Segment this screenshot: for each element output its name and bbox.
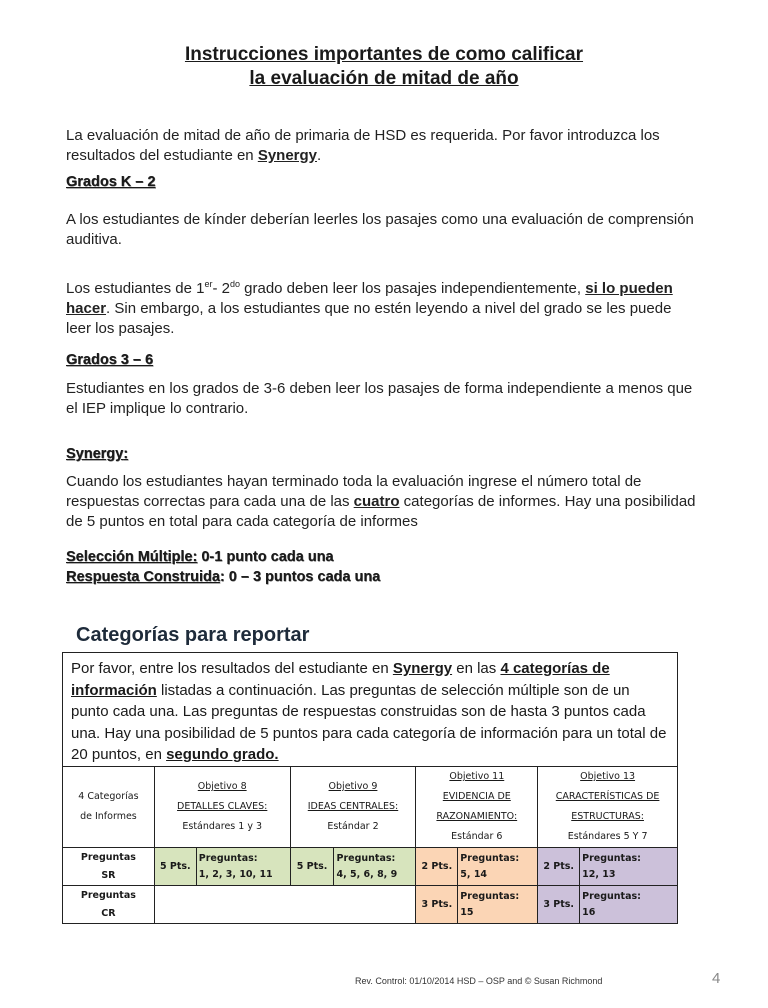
cr-label-line2: CR [101, 907, 116, 919]
synergy-part1: Cuando los estudiantes hayan terminado toda la evaluación ingrese el número total de respuestas correctas para cada una de las [66, 473, 642, 510]
kinder-paragraph: A los estudiantes de kínder deberían leerles los pasajes como una evaluación de comprensión auditiva. [66, 211, 694, 248]
sr11-q-label: Preguntas: [460, 852, 520, 864]
respuesta-construida-line [66, 568, 380, 587]
box-segundo: segundo grado. [166, 746, 279, 763]
obj9-title: Objetivo 9 [328, 781, 378, 792]
sr11-q-values: 5, 14 [460, 868, 488, 880]
sr-obj11-questions [458, 848, 538, 886]
header-categories [63, 767, 155, 848]
cr13-q-values: 16 [582, 906, 596, 918]
header-objetivo-11 [416, 767, 538, 848]
cr-obj13-pts: 3 Pts. [538, 886, 580, 924]
table-header-row [63, 767, 678, 848]
obj9-std: Estándar 2 [327, 821, 379, 832]
grades-3-6-paragraph: Estudiantes en los grados de 3-6 deben leer los pasajes de forma independiente a menos que el IEP implique lo contrario. [66, 380, 693, 417]
cr11-q-values: 15 [460, 906, 474, 918]
obj13-sub1: CARACTERÍSTICAS DE [555, 791, 660, 802]
synergy-heading: Synergy: [66, 446, 129, 462]
synergy-heading-text: Synergy [66, 446, 124, 462]
g12-part1: Los estudiantes de 1 [66, 280, 205, 297]
synergy-part2: categorías de informes. Hay una posibilidad de 5 puntos en total para cada categoría de informes [66, 493, 696, 530]
sr8-q-label: Preguntas: [198, 852, 258, 864]
grados-3-6-heading: Grados 3 – 6 [66, 352, 154, 368]
sr-obj9-pts: 5 Pts. [290, 848, 334, 886]
sr-obj13-pts: 2 Pts. [538, 848, 580, 886]
sr-label-line2: SR [101, 869, 116, 881]
obj13-title: Objetivo 13 [580, 771, 636, 782]
sr-obj8-pts: 5 Pts. [154, 848, 196, 886]
header-objetivo-9 [290, 767, 416, 848]
rc-label: Respuesta Construida [66, 569, 220, 585]
intro-synergy: Synergy [257, 147, 318, 164]
rc-value: : 0 – 3 puntos cada una [219, 569, 381, 585]
sr9-q-label: Preguntas: [336, 852, 396, 864]
footer-revision: Rev. Control: 01/10/2014 HSD – OSP and © Susan Richmond [355, 976, 603, 986]
box-text-2: en las [452, 660, 501, 677]
sr-obj8-questions [196, 848, 290, 886]
sr-obj9-questions [334, 848, 416, 886]
box-synergy: Synergy [392, 660, 453, 677]
sr-label-line1: Preguntas [80, 851, 136, 863]
cr-obj11-questions [458, 886, 538, 924]
synergy-paragraph [66, 472, 696, 532]
table-row-sr [63, 848, 678, 886]
instructions-box [62, 652, 678, 766]
obj8-std: Estándares 1 y 3 [182, 821, 263, 832]
page-number: 4 [712, 970, 721, 987]
sr13-q-values: 12, 13 [582, 868, 616, 880]
grados-k2-heading: Grados K – 2 [66, 174, 156, 190]
sr9-q-values: 4, 5, 6, 8, 9 [336, 868, 398, 880]
obj13-sub2: ESTRUCTURAS: [571, 811, 644, 822]
sr8-q-values: 1, 2, 3, 10, 11 [198, 868, 273, 880]
cr-label [63, 886, 155, 924]
intro-text: La evaluación de mitad de año de primaria de HSD es requerida. Por favor introduzca los resultados del estudiante en [66, 127, 660, 164]
sm-value: 0-1 punto cada una [197, 549, 334, 565]
sr-obj13-questions [580, 848, 678, 886]
obj13-std: Estándares 5 Y 7 [567, 831, 648, 842]
box-text-3: listadas a continuación. Las preguntas de selección múltiple son de un punto cada una. Las preguntas de respuestas construidas son de hasta 3 puntos cada una. Hay una posibilidad de 5 puntos para cada categoría de información para un total de 20 puntos, en [71, 681, 667, 763]
cr13-q-label: Preguntas: [582, 890, 641, 902]
header-objetivo-13 [538, 767, 678, 848]
cr11-q-label: Preguntas: [460, 890, 520, 902]
table-row-cr [63, 886, 678, 924]
hdr-first-line1: 4 Categorías [78, 791, 139, 802]
sm-label: Selección Múltiple: [66, 549, 198, 565]
cr-obj13-questions [580, 886, 678, 924]
obj11-std: Estándar 6 [451, 831, 503, 842]
g12-part2: - 2 [212, 280, 230, 297]
sr-label [63, 848, 155, 886]
cr-empty-cell [154, 886, 416, 924]
cr-label-line1: Preguntas [80, 889, 136, 901]
header-objetivo-8 [154, 767, 290, 848]
sr13-q-label: Preguntas: [582, 852, 641, 864]
box-text-1: Por favor, entre los resultados del estudiante en [71, 660, 393, 677]
obj11-sub1: EVIDENCIA DE [442, 791, 511, 802]
cr-obj11-pts: 3 Pts. [416, 886, 458, 924]
categorias-title: Categorías para reportar [76, 624, 310, 646]
page-title-line1: Instrucciones importantes de como calificar [184, 44, 584, 65]
synergy-cuatro: cuatro [353, 493, 400, 510]
obj8-sub: DETALLES CLAVES: [177, 801, 268, 812]
grades-1-2-paragraph [66, 274, 696, 339]
obj11-sub2: RAZONAMIENTO: [436, 811, 518, 822]
g12-part4: . Sin embargo, a los estudiantes que no estén leyendo a nivel del grado se les puede leer los pasajes. [66, 300, 672, 337]
obj9-sub: IDEAS CENTRALES: [307, 801, 399, 812]
seleccion-multiple-line [66, 548, 334, 567]
g12-sup1: er [204, 279, 213, 289]
g12-emphasis: si lo pueden hacer [66, 280, 673, 317]
g12-part3: grado deben leer los pasajes independientemente, [239, 280, 586, 297]
intro-paragraph: La evaluación de mitad de año de primaria de HSD es requerida. Por favor introduzca los resultados del estudiante en Synergy. [66, 127, 660, 164]
hdr-first-line2: de Informes [80, 811, 137, 822]
reporting-table [62, 766, 678, 924]
sr-obj11-pts: 2 Pts. [416, 848, 458, 886]
obj8-title: Objetivo 8 [197, 781, 247, 792]
page-title-line2: la evaluación de mitad de año [249, 68, 519, 89]
box-categories: 4 categorías de información [71, 660, 610, 699]
g12-sup2: do [229, 279, 240, 289]
obj11-title: Objetivo 11 [449, 771, 505, 782]
